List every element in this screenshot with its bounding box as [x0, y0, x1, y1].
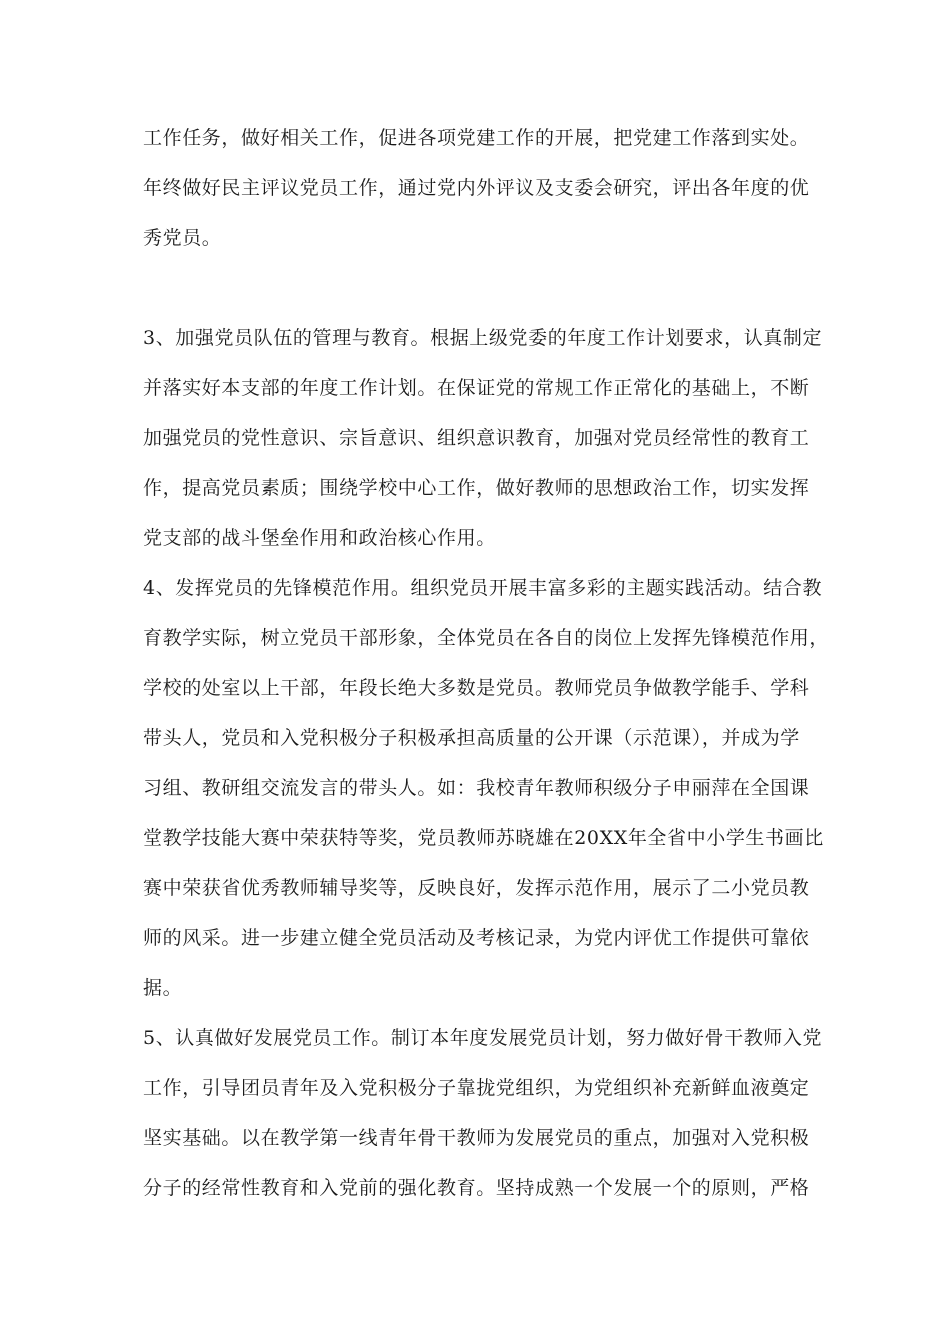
text-line: 带头人，党员和入党积极分子积极承担高质量的公开课（示范课），并成为学 — [143, 727, 800, 749]
text-line: 学校的处室以上干部，年段长绝大多数是党员。教师党员争做教学能手、学科 — [143, 677, 810, 699]
text-line: 习组、教研组交流发言的带头人。如：我校青年教师积级分子申丽萍在全国课 — [143, 777, 810, 799]
text-line: 师的风采。进一步建立健全党员活动及考核记录，为党内评优工作提供可靠依 — [143, 927, 810, 949]
text-line: 堂教学技能大赛中荣获特等奖，党员教师苏晓雄在20XX年全省中小学生书画比 — [143, 827, 824, 849]
text-line: 党支部的战斗堡垒作用和政治核心作用。 — [143, 527, 496, 549]
text-line: 并落实好本支部的年度工作计划。在保证党的常规工作正常化的基础上，不断 — [143, 377, 810, 399]
text-line: 分子的经常性教育和入党前的强化教育。坚持成熟一个发展一个的原则，严格 — [143, 1177, 810, 1199]
text-line: 坚实基础。以在教学第一线青年骨干教师为发展党员的重点，加强对入党积极 — [143, 1127, 810, 1149]
text-line: 3、加强党员队伍的管理与教育。根据上级党委的年度工作计划要求，认真制定 — [143, 327, 823, 349]
text-line: 作，提高党员素质；围绕学校中心工作，做好教师的思想政治工作，切实发挥 — [143, 477, 810, 499]
text-line: 赛中荣获省优秀教师辅导奖等，反映良好，发挥示范作用，展示了二小党员教 — [143, 877, 810, 899]
text-line: 加强党员的党性意识、宗旨意识、组织意识教育，加强对党员经常性的教育工 — [143, 427, 810, 449]
text-line: 4、发挥党员的先锋模范作用。组织党员开展丰富多彩的主题实践活动。结合教 — [143, 577, 823, 599]
text-line: 工作任务，做好相关工作，促进各项党建工作的开展，把党建工作落到实处。 — [143, 127, 810, 149]
text-line: 工作，引导团员青年及入党积极分子靠拢党组织，为党组织补充新鲜血液奠定 — [143, 1077, 810, 1099]
text-line: 年终做好民主评议党员工作，通过党内外评议及支委会研究，评出各年度的优 — [143, 177, 810, 199]
text-line: 秀党员。 — [143, 227, 222, 249]
text-line: 5、认真做好发展党员工作。制订本年度发展党员计划，努力做好骨干教师入党 — [143, 1027, 823, 1049]
text-line: 育教学实际，树立党员干部形象，全体党员在各自的岗位上发挥先锋模范作用， — [143, 627, 830, 649]
text-line: 据。 — [143, 977, 183, 999]
